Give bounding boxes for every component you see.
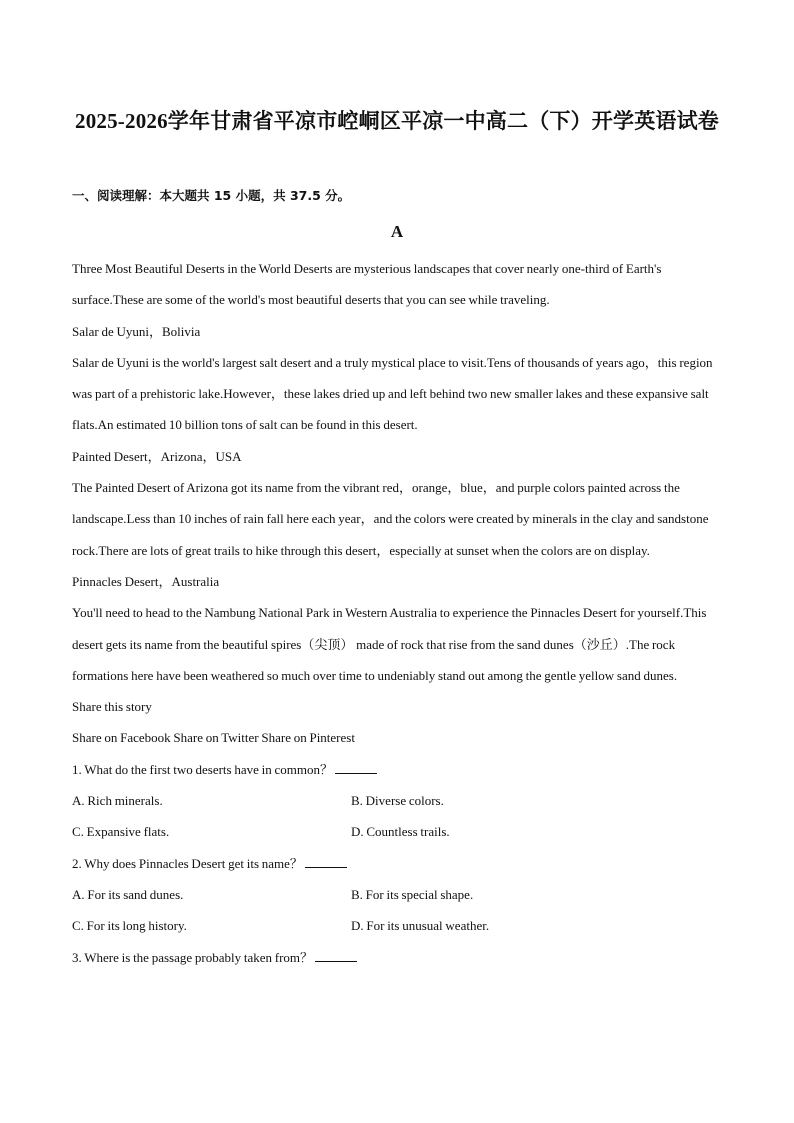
share-heading: Share this story: [72, 699, 152, 715]
question: [72, 754, 722, 848]
part-label: A: [390, 222, 404, 241]
answer-blank[interactable]: [305, 857, 347, 868]
option-d[interactable]: D. For its unusual weather.: [351, 918, 490, 934]
question-stem: 3. Where is the passage probably taken from？: [72, 949, 314, 965]
option-a[interactable]: A. Rich minerals.: [72, 793, 163, 809]
option-a[interactable]: A. For its sand dunes.: [72, 886, 184, 902]
option-c[interactable]: C. Expansive flats.: [72, 824, 170, 840]
desert-paragraph: The Painted Desert of Arizona got its name from the vibrant red，orange，blue，and purple colors painted across the landscape.Less than 10 inches of rain fall here each year，and the colors were created by minerals in the clay and sandstone rock.There are lots of great trails to hike through this desert，especially at sunset when the colors are on display.: [72, 480, 709, 558]
answer-blank[interactable]: [315, 951, 357, 962]
share-links: Share on Facebook Share on Twitter Share on Pinterest: [72, 730, 355, 746]
desert-heading: Salar de Uyuni，Bolivia: [72, 323, 201, 339]
desert-paragraph: You'll need to head to the Nambung National Park in Western Australia to experience the Pinnacles Desert for yourself.This desert gets its name from the beautiful spires（尖顶） made of rock that rise from the sand dunes（沙丘）.The rock formations here have been weathered so much over time to undeniably stand out among the gentle yellow sand dunes.: [72, 605, 707, 683]
question: [72, 942, 722, 973]
intro-paragraph: Three Most Beautiful Deserts in the World Deserts are mysterious landscapes that cover nearly one-third of Earth's surface.These are some of the world's most beautiful deserts that you can see while traveling.: [72, 261, 662, 308]
desert-heading: Pinnacles Desert，Australia: [72, 573, 220, 589]
question-stem: 2. Why does Pinnacles Desert get its name？: [72, 855, 303, 871]
reading-passage: [72, 253, 722, 973]
question-stem: 1. What do the first two deserts have in common？: [72, 761, 333, 777]
option-b[interactable]: B. Diverse colors.: [351, 793, 444, 809]
section-heading: 一、阅读理解：本大题共 15 小题，共 37.5 分。: [72, 188, 351, 203]
option-c[interactable]: C. For its long history.: [72, 918, 187, 934]
option-b[interactable]: B. For its special shape.: [351, 886, 474, 902]
desert-paragraph: Salar de Uyuni is the world's largest salt desert and a truly mystical place to visit.Tens of thousands of years ago，this region was part of a prehistoric lake.However，these lakes dried up and left behind two new smaller lakes and these expansive salt flats.An estimated 10 billion tons of salt can be found in this desert.: [72, 354, 713, 433]
desert-heading: Painted Desert，Arizona，USA: [72, 448, 242, 464]
option-d[interactable]: D. Countless trails.: [351, 824, 450, 840]
answer-blank[interactable]: [335, 763, 377, 774]
page-title: 2025-2026学年甘肃省平凉市崆峒区平凉一中高二（下）开学英语试卷: [75, 109, 719, 133]
question: [72, 848, 722, 942]
